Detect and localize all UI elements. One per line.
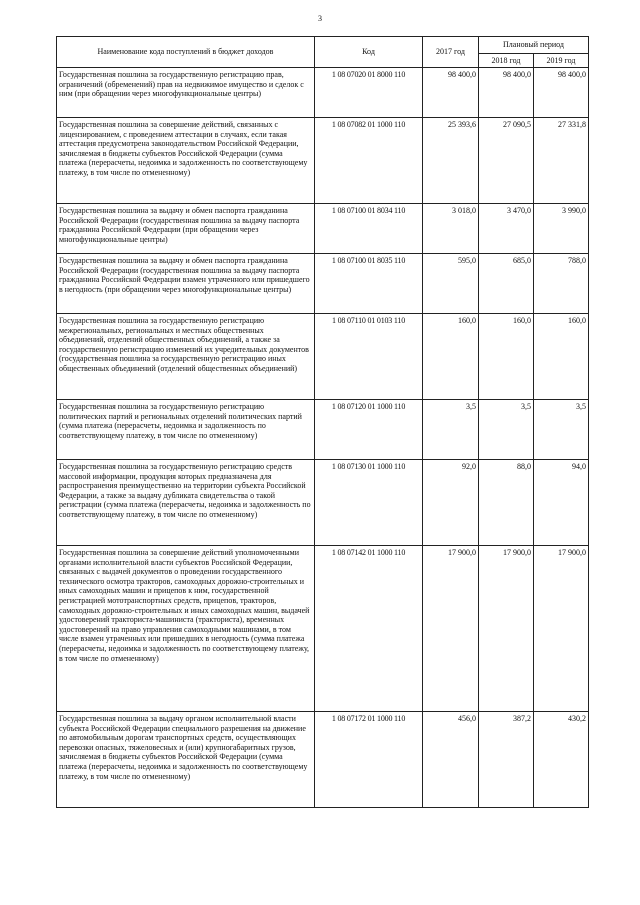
row-2019: 27 331,8	[534, 118, 589, 204]
row-name: Государственная пошлина за совершение действий уполномоченными органами исполнительной власти субъектов Российской Федерации, связанных с выдачей документов о проведении государственного технического осмотра тракторов, самоходных дорожно-строительных и иных самоходных машин и прицепов к ним, государственной регистрацией мототранспортных средств, прицепов, тракторов, самоходных дорожно-строительных и иных самоходных машин, выдачей удостоверений тракториста-машиниста (тракториста), временных удостоверений на право управления самоходными машинами, в том числе взамен утраченных или пришедших в негодность (сумма платежа (перерасчеты, недоимка и задолженность по соответствующему платежу, в том числе по отмененному)	[57, 546, 315, 712]
row-code: 1 08 07020 01 8000 110	[315, 68, 423, 118]
row-code: 1 08 07130 01 1000 110	[315, 460, 423, 546]
row-2019: 3,5	[534, 400, 589, 460]
row-code: 1 08 07100 01 8035 110	[315, 254, 423, 314]
row-code: 1 08 07172 01 1000 110	[315, 712, 423, 808]
row-name: Государственная пошлина за выдачу органом исполнительной власти субъекта Российской Федерации специального разрешения на движение по автомобильным дорогам транспортных средств, осуществляющих перевозки опасных, тяжеловесных и (или) крупногабаритных грузов, зачисляемая в бюджеты субъектов Российской Федерации (сумма платежа (перерасчеты, недоимка и задолженность по соответствующему платежу, в том числе по отмененному)	[57, 712, 315, 808]
row-2019: 3 990,0	[534, 204, 589, 254]
row-2018: 98 400,0	[479, 68, 534, 118]
row-2019: 98 400,0	[534, 68, 589, 118]
row-code: 1 08 07142 01 1000 110	[315, 546, 423, 712]
table-row	[57, 254, 589, 314]
table-row	[57, 712, 589, 808]
header-2019: 2019 год	[534, 54, 589, 68]
row-2018: 685,0	[479, 254, 534, 314]
row-2018: 3 470,0	[479, 204, 534, 254]
row-name: Государственная пошлина за государственную регистрацию средств массовой информации, продукция которых предназначена для распространения преимущественно на территории субъекта Российской Федерации, а также за выдачу дубликата свидетельства о такой регистрации (сумма платежа (перерасчеты, недоимка и задолженность по соответствующему платежу, в том числе по отмененному)	[57, 460, 315, 546]
table-row	[57, 68, 589, 118]
row-2018: 160,0	[479, 314, 534, 400]
row-code: 1 08 07110 01 0103 110	[315, 314, 423, 400]
row-name: Государственная пошлина за выдачу и обмен паспорта гражданина Российской Федерации (государственная пошлина за выдачу паспорта гражданина Российской Федерации взамен утраченного или пришедшего в негодность (при обращении через многофункциональные центры)	[57, 254, 315, 314]
table-row	[57, 400, 589, 460]
row-2017: 160,0	[423, 314, 479, 400]
table-row	[57, 118, 589, 204]
table-row	[57, 204, 589, 254]
row-2017: 3 018,0	[423, 204, 479, 254]
row-2018: 3,5	[479, 400, 534, 460]
row-name: Государственная пошлина за совершение действий, связанных с лицензированием, с проведением аттестации в случаях, если такая аттестация предусмотрена законодательством Российской Федерации, зачисляемая в бюджеты субъектов Российской Федерации (сумма платежа (перерасчеты, недоимка и задолженность по соответствующему платежу, в том числе по отмененному)	[57, 118, 315, 204]
row-name: Государственная пошлина за государственную регистрацию межрегиональных, региональных и местных общественных объединений, отделений общественных объединений, а также за государственную регистрацию изменений их учредительных документов (государственная пошлина за государственную регистрацию иных общественных объединений (отделений общественных объединений)	[57, 314, 315, 400]
revenue-table	[56, 36, 589, 808]
row-code: 1 08 07082 01 1000 110	[315, 118, 423, 204]
row-name: Государственная пошлина за государственную регистрацию политических партий и региональных отделений политических партий (сумма платежа (перерасчеты, недоимка и задолженность по соответствующему платежу, в том числе по отмененному)	[57, 400, 315, 460]
header-2017: 2017 год	[423, 37, 479, 68]
row-2019: 17 900,0	[534, 546, 589, 712]
row-2017: 25 393,6	[423, 118, 479, 204]
row-2017: 595,0	[423, 254, 479, 314]
row-2018: 387,2	[479, 712, 534, 808]
row-2019: 160,0	[534, 314, 589, 400]
row-2017: 456,0	[423, 712, 479, 808]
row-code: 1 08 07100 01 8034 110	[315, 204, 423, 254]
row-name: Государственная пошлина за выдачу и обмен паспорта гражданина Российской Федерации (государственная пошлина за выдачу паспорта гражданина Российской Федерации (при обращении через многофункциональные центры)	[57, 204, 315, 254]
header-name: Наименование кода поступлений в бюджет доходов	[57, 37, 315, 68]
row-2019: 94,0	[534, 460, 589, 546]
table-row	[57, 460, 589, 546]
row-2017: 17 900,0	[423, 546, 479, 712]
row-2017: 98 400,0	[423, 68, 479, 118]
header-2018: 2018 год	[479, 54, 534, 68]
table-row	[57, 314, 589, 400]
row-2017: 92,0	[423, 460, 479, 546]
row-name: Государственная пошлина за государственную регистрацию прав, ограничений (обременений) прав на недвижимое имущество и сделок с ним (при обращении через многофункциональные центры)	[57, 68, 315, 118]
table-row	[57, 546, 589, 712]
row-2019: 430,2	[534, 712, 589, 808]
row-2019: 788,0	[534, 254, 589, 314]
row-2018: 27 090,5	[479, 118, 534, 204]
page-number: 3	[318, 14, 322, 23]
row-code: 1 08 07120 01 1000 110	[315, 400, 423, 460]
row-2017: 3,5	[423, 400, 479, 460]
row-2018: 88,0	[479, 460, 534, 546]
header-code: Код	[315, 37, 423, 68]
header-plan-period: Плановый период	[479, 37, 589, 54]
row-2018: 17 900,0	[479, 546, 534, 712]
